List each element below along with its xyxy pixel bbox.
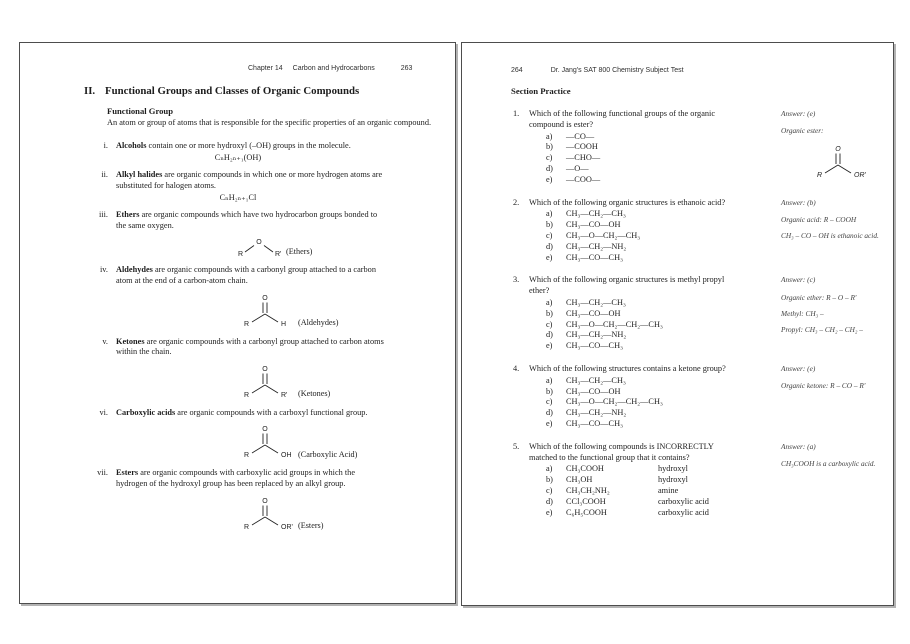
item-numeral: iv. [100,265,108,275]
option-b: b) CH₃—CO—OH [546,308,621,318]
item-text: are organic compounds with carboxylic acid groups in which the hydrogen of the hydroxyl group has been replaced by an alkyl group. [116,468,356,488]
item-numeral: v. [102,336,108,346]
functional-group-list [20,141,455,532]
list-item-alcohols [20,141,455,163]
item-numeral: ii. [101,170,108,180]
item-text: contain one or more hydroxyl (–OH) groups in the molecule. [146,141,351,151]
left-page [19,42,456,604]
atom-label-r-prime: R' [275,251,282,258]
question-1 [513,109,875,186]
chapter-label: Chapter 14 [248,65,283,72]
atom-label-r: R [243,452,249,460]
answer-ester-structure-row [807,142,894,180]
option-c: c) CH₃CH₂NH₂ amine [546,485,679,495]
atom-label-r: R [243,391,249,399]
atom-label-r-prime: R' [281,391,288,399]
ester-structure-diagram [234,494,296,532]
atom-label-h: H [281,320,287,328]
alcohol-general-formula: CₙH₂ₙ₊₁(OH) [214,152,262,162]
list-item-esters [20,468,455,532]
atom-label-o: O [262,426,268,434]
atom-label-r: R [237,251,243,258]
answer-note: Organic ether: R – O – R' [781,292,857,302]
question-2 [513,197,879,264]
atom-label-or-prime: OR' [281,523,293,531]
book-title: Dr. Jang's SAT 800 Chemistry Subject Test [550,67,684,74]
list-item-ketones [20,337,455,401]
option-b: b) CH₃—CO—OH [546,220,621,230]
intro-body: An atom or group of atoms that is responsible for the specific properties of an organic compound. [107,117,432,127]
ether-structure-diagram [234,235,284,257]
option-d: d) CCl₃COOH carboxylic acid [546,496,709,506]
answer-note: Organic acid: R – COOH [781,214,857,224]
question-number: 4. [513,363,520,373]
atom-label-o: O [262,497,268,505]
atom-label-o: O [835,146,841,154]
atom-label-or-prime: OR' [854,172,866,180]
intro-heading: Functional Group [107,106,173,116]
section-heading [84,85,455,97]
answer-label: Answer: (a) [781,441,816,451]
item-numeral: iii. [99,210,108,220]
item-text: are organic compounds which have two hydrocarbon groups bonded to the same oxygen. [116,210,378,230]
item-term: Alkyl halides [116,170,163,180]
answer-label: Answer: (c) [781,275,816,285]
question-number: 3. [513,275,520,285]
option-e: e) CH₃—CO—CH₃ [546,252,623,262]
section-title: Functional Groups and Classes of Organic Compounds [105,85,360,97]
option-a: a) —CO— [546,131,595,141]
atom-label-o: O [262,365,268,373]
question-stem: Which of the following structures contains a ketone group? [529,363,726,373]
answer-note: Methyl: CH₃ – [781,308,824,318]
list-item-carboxylic-acids [20,408,455,462]
section-numeral: II. [84,85,96,97]
atom-label-o: O [256,239,262,247]
option-b: b) —COOH [546,142,598,152]
carboxylic-acid-structure-diagram [234,422,296,460]
question-number: 2. [513,197,520,207]
question-3 [513,275,875,352]
answer-column-q2 [781,198,894,264]
right-running-head [511,67,893,74]
carboxylic-acid-structure-row [234,422,388,460]
atom-label-oh: OH [281,452,292,460]
answer-column-q1 [781,109,894,186]
item-text: are organic compounds with a carbonyl group attached to a carbon atom at the end of a carbon-atom chain. [116,265,376,285]
option-e: e) CH₃—CO—CH₃ [546,418,623,428]
list-item-alkyl-halides [20,170,455,203]
answer-column-q4 [781,364,894,430]
ketone-structure-row [234,362,388,400]
option-c: c) CH₃—O—CH₂—CH₂—CH₃ [546,397,663,407]
question-list [513,109,879,518]
item-numeral: vii. [97,468,108,478]
question-stem: Which of the following organic structures is ethanoic acid? [529,197,726,207]
question-stem: Which of the following functional groups of the organic compound is ester? [529,109,716,129]
list-item-aldehydes [20,265,455,329]
section-practice-heading: Section Practice [511,86,571,96]
option-e: e) C₆H₅COOH carboxylic acid [546,507,709,517]
option-d: d) CH₃—CH₂—NH₂ [546,241,627,251]
item-term: Esters [116,468,139,478]
ketone-structure-diagram [234,362,296,400]
atom-label-r: R [243,320,249,328]
question-4 [513,364,875,430]
option-c: c) CH₃—O—CH₂—CH₂—CH₃ [546,319,663,329]
item-term: Ketones [116,336,145,346]
ether-structure-row [234,235,388,257]
option-a: a) CH₃COOH hydroxyl [546,464,688,474]
item-numeral: i. [103,141,108,151]
aldehyde-structure-diagram [234,291,296,329]
item-text: are organic compounds in which one or more hydrogen atoms are substituted for halogen atoms. [116,170,383,190]
answer-note: CH₃COOH is a carboxylic acid. [781,458,876,468]
option-d: d) —O— [546,163,589,173]
answer-note: Organic ester: [781,126,824,136]
answer-label: Answer: (e) [781,363,816,373]
atom-label-r: R [816,172,822,180]
answer-note: Organic ketone: R – CO – R' [781,381,866,391]
item-term: Aldehydes [116,265,153,275]
right-page [461,42,894,606]
option-a: a) CH₃—CH₂—CH₃ [546,297,626,307]
ester-structure-row [234,494,388,532]
answer-label: Answer: (e) [781,109,816,118]
chapter-topic: Carbon and Hydrocarbons [292,65,375,72]
structure-caption: (Carboxylic Acid) [298,449,358,459]
answer-note: CH₃ – CO – OH is ethanoic acid. [781,230,879,240]
left-running-head [248,65,433,72]
item-term: Ethers [116,210,140,220]
question-number: 5. [513,441,520,451]
item-text: are organic compounds with a carbonyl group attached to carbon atoms within the chain. [116,336,384,357]
functional-group-intro [107,106,452,128]
question-stem: Which of the following organic structures is methyl propyl ether? [529,275,725,296]
question-5 [513,442,875,519]
answer-column-q5 [781,442,894,519]
option-b: b) CH₃OH hydroxyl [546,475,688,485]
option-b: b) CH₃—CO—OH [546,386,621,396]
structure-caption: (Esters) [298,520,324,530]
structure-caption: (Ketones) [298,389,331,399]
option-e: e) CH₃—CO—CH₃ [546,341,623,351]
item-numeral: vi. [99,407,108,417]
atom-label-o: O [262,294,268,302]
question-number: 1. [513,109,520,118]
option-d: d) CH₃—CH₂—NH₂ [546,408,627,418]
answer-column-q3 [781,275,894,352]
right-page-number: 264 [511,67,523,74]
option-e: e) —COO— [546,174,601,184]
question-stem: Which of the following compounds is INCORRECTLY matched to the functional group that it contains? [529,441,714,462]
list-item-ethers [20,210,455,258]
alkyl-halide-general-formula: CₙH₂ₙ₊₁Cl [219,192,257,202]
option-d: d) CH₃—CH₂—NH₂ [546,330,627,340]
aldehyde-structure-row [234,291,388,329]
structure-caption: (Aldehydes) [298,317,339,327]
item-term: Carboxylic acids [116,407,176,417]
item-term: Alcohols [116,141,147,151]
answer-ester-structure-diagram [807,142,869,180]
item-text: are organic compounds with a carboxyl functional group. [175,407,368,417]
left-page-number: 263 [400,65,413,72]
structure-caption: (Ethers) [286,246,313,256]
answer-label: Answer: (b) [781,197,816,207]
option-c: c) CH₃—O—CH₂—CH₃ [546,230,641,240]
option-a: a) CH₃—CH₂—CH₃ [546,209,626,219]
atom-label-r: R [243,523,249,531]
option-a: a) CH₃—CH₂—CH₃ [546,375,626,385]
answer-note: Propyl: CH₃ – CH₂ – CH₂ – [781,324,863,334]
option-c: c) —CHO— [546,153,601,163]
